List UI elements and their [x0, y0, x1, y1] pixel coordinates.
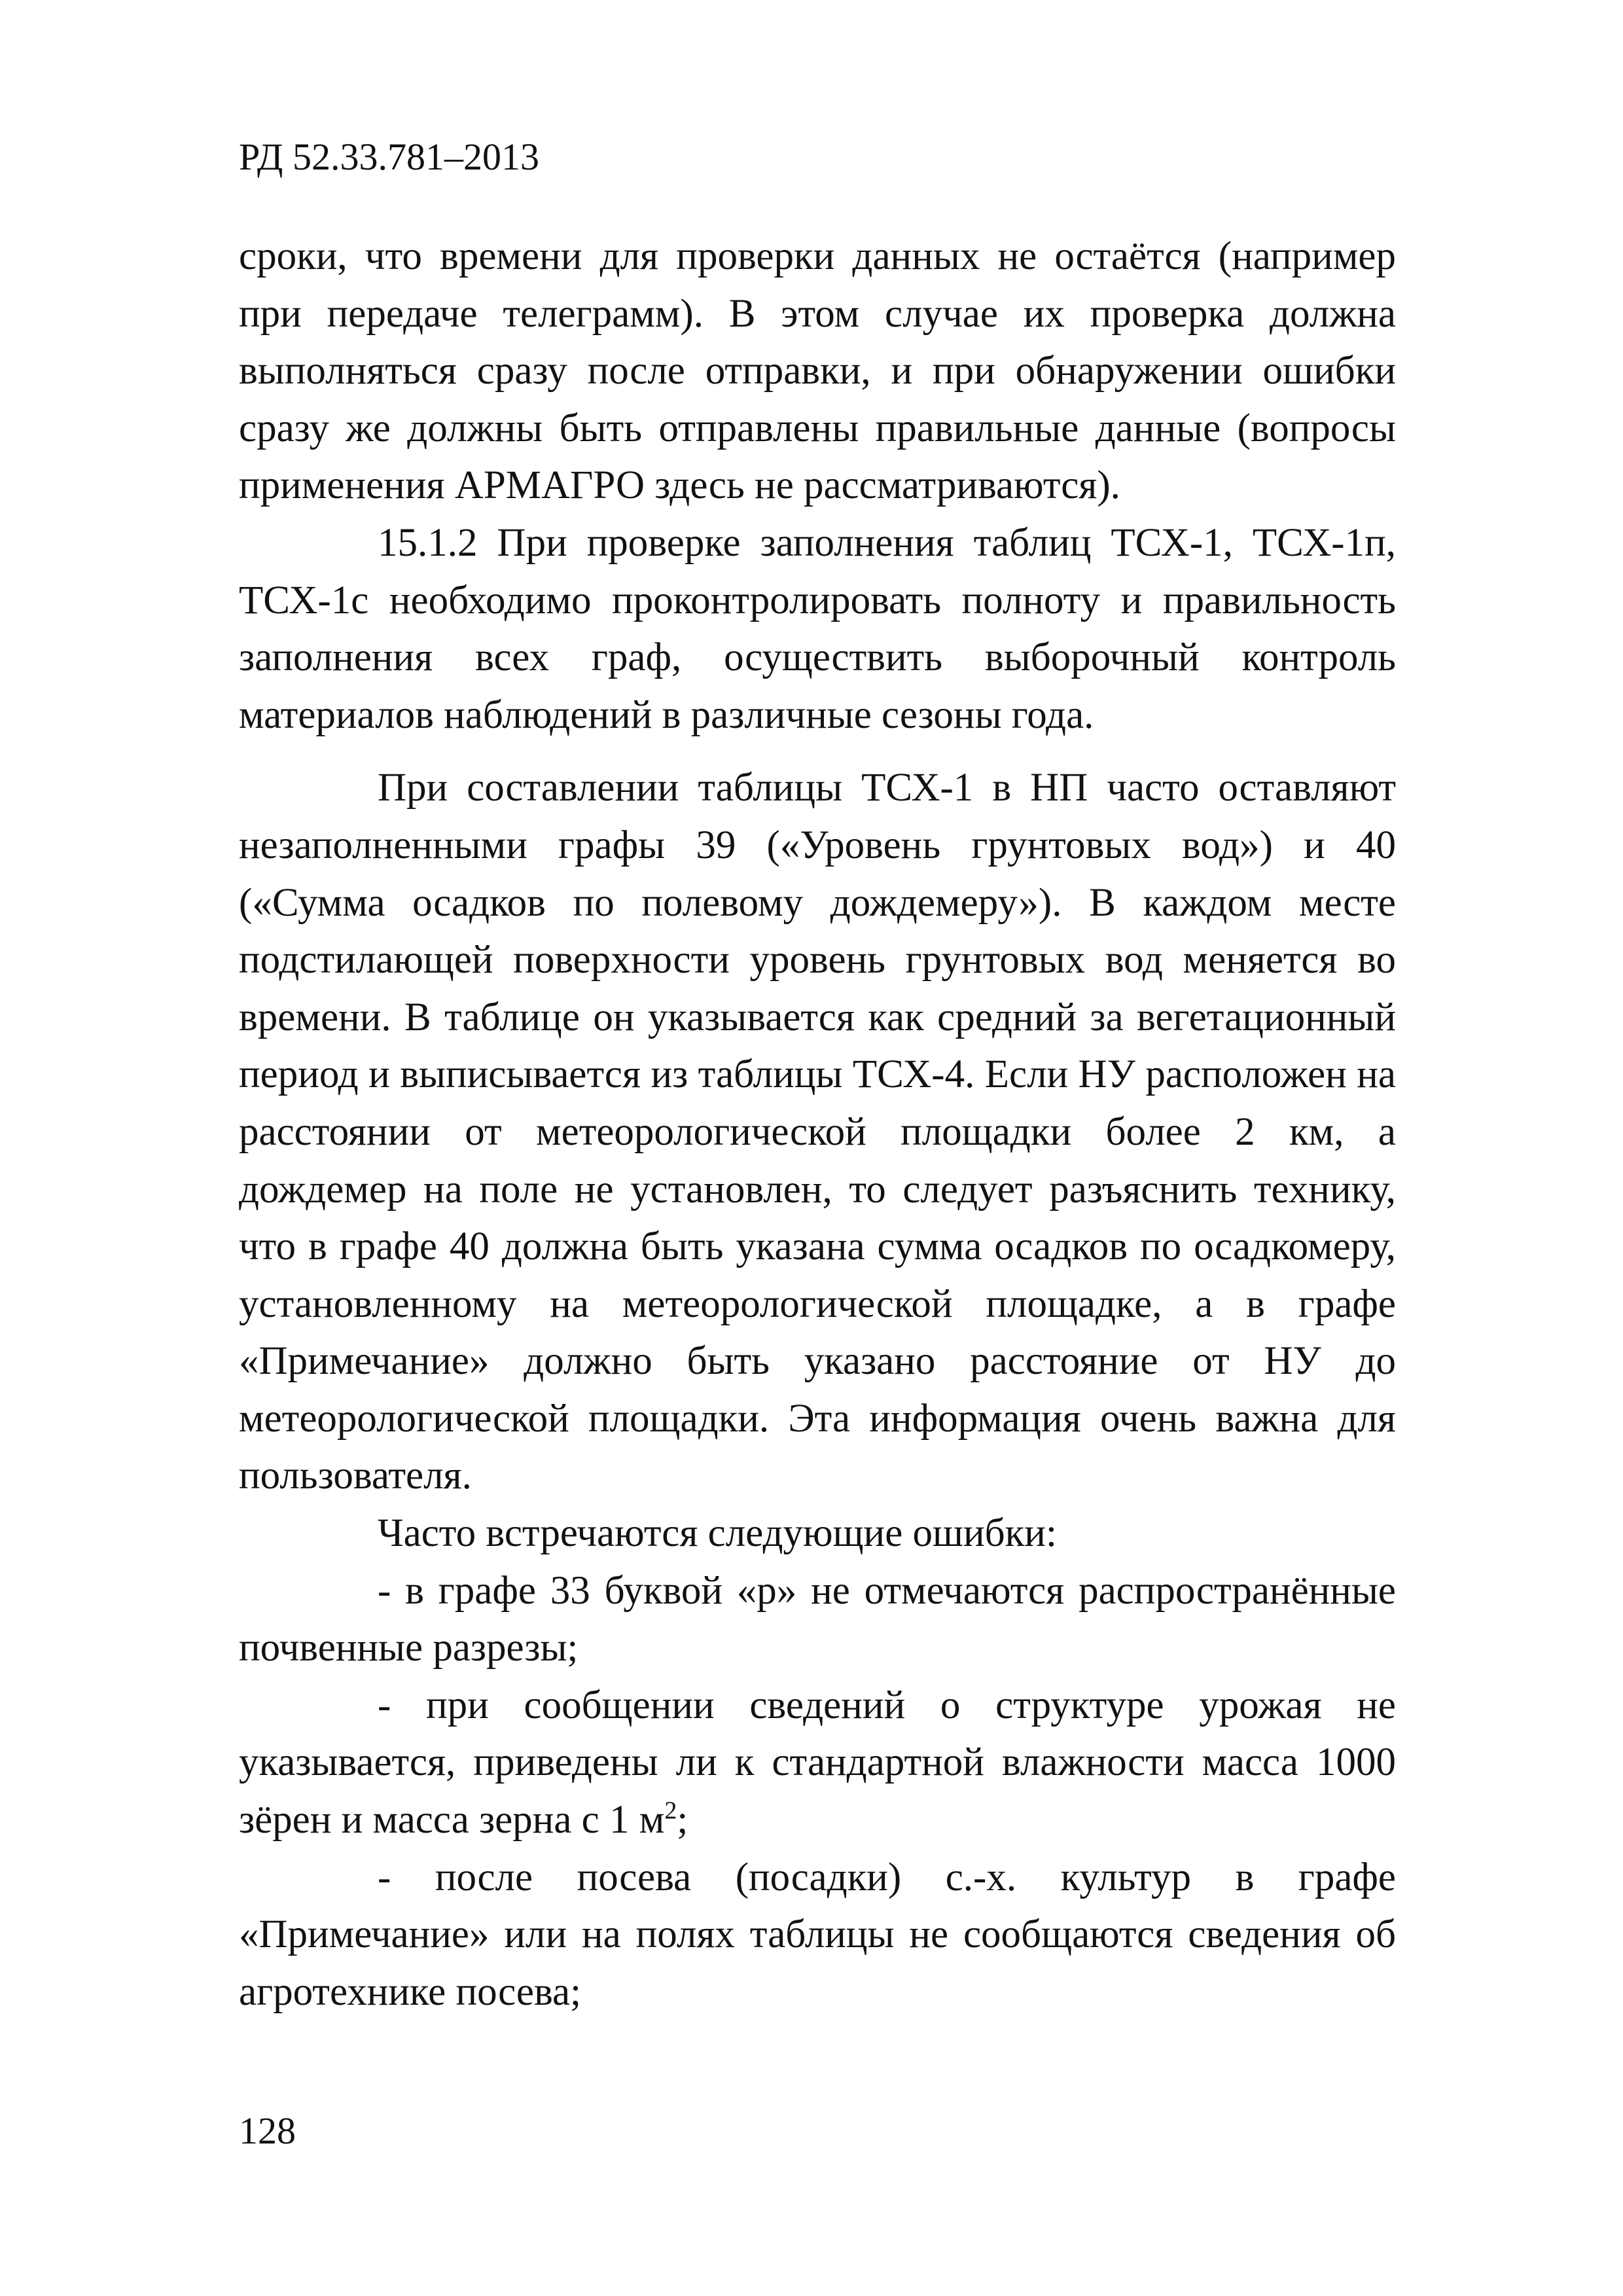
body-text	[239, 228, 1396, 2020]
list-item-yield-structure-end: ;	[677, 1798, 688, 1842]
page-number: 128	[239, 2109, 296, 2152]
document-code-header: РД 52.33.781–2013	[239, 135, 539, 178]
list-item-yield-structure-text: - при сообщении сведений о структуре урожая не указывается, приведены ли к стандартной влажности масса 1000 зёрен и масса зерна с 1 м	[239, 1683, 1396, 1842]
list-item-soil-sections: - в графе 33 буквой «р» не отмечаются распространённые почвенные разрезы;	[239, 1568, 1396, 1670]
list-item-sowing-agrotech: - после посева (посадки) с.-х. культур в графе «Примечание» или на полях таблицы не сообщаются сведения об агротехнике посева;	[239, 1855, 1396, 2014]
paragraph-15-1-2: 15.1.2 При проверке заполнения таблиц ТСХ-1, ТСХ-1п, ТСХ-1с необходимо проконтролировать полноту и правильность заполнения всех граф, осуществить выборочный контроль материалов наблюдений в различные сезоны года.	[239, 520, 1396, 737]
superscript-two: 2	[664, 1797, 677, 1825]
paragraph-continuation: сроки, что времени для проверки данных не остаётся (например при передаче телеграмм). В этом случае их проверка должна выполняться сразу после отправки, и при обнаружении ошибки сразу же должны быть отправлены правильные данные (вопросы применения АРМАГРО здесь не рассматриваются).	[239, 234, 1396, 508]
paragraph-errors-intro: Часто встречаются следующие ошибки:	[378, 1511, 1057, 1556]
list-item-yield-structure	[239, 1677, 1396, 1849]
paragraph-tskh1-graphs: При составлении таблицы ТСХ-1 в НП часто оставляют незаполненными графы 39 («Уровень грунтовых вод») и 40 («Сумма осадков по полевому дождемеру»). В каждом месте подстилающей поверхности уровень грунтовых вод меняется во времени. В таблице он указывается как средний за вегетационный период и выписывается из таблицы ТСХ-4. Если НУ расположен на расстоянии от метеорологической площадки более 2 км, а дождемер на поле не установлен, то следует разъяснить технику, что в графе 40 должна быть указана сумма осадков по осадкомеру, установленному на метеорологической площадке, а в графе «Примечание» должно быть указано расстояние от НУ до метеорологической площадки. Эта информация очень важна для пользователя.	[239, 766, 1396, 1498]
